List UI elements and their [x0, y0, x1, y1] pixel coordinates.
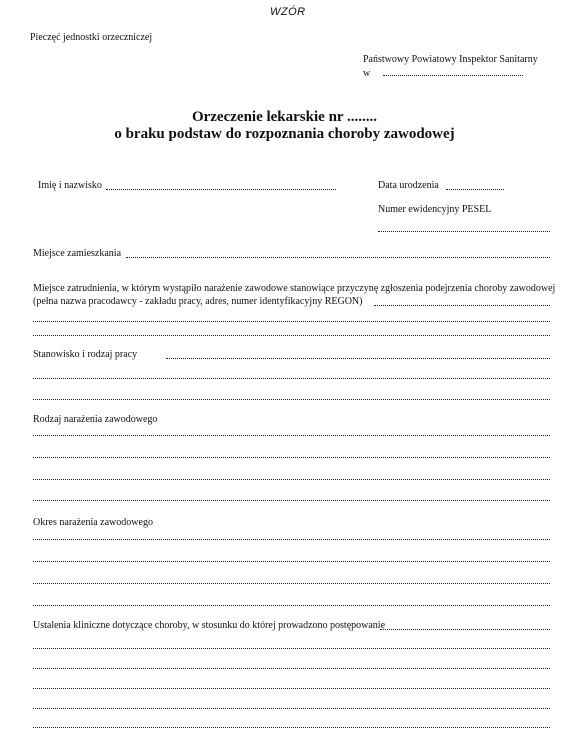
clinical-findings-field-4[interactable]: [33, 688, 550, 689]
inspector-location-prefix: w: [363, 68, 371, 79]
clinical-findings-field-5[interactable]: [33, 708, 550, 709]
employment-sublabel: (pełna nazwa pracodawcy - zakładu pracy, adres, numer identyfikacyjny REGON): [33, 296, 363, 307]
exposure-period-field-3[interactable]: [33, 583, 550, 584]
employment-field-3[interactable]: [33, 335, 550, 336]
position-field-1[interactable]: [166, 358, 550, 359]
employment-label: Miejsce zatrudnienia, w którym wystąpiło narażenie zawodowe stanowiące przyczynę zgłoszenia podejrzenia choroby zawodowej: [33, 283, 556, 294]
exposure-type-field-3[interactable]: [33, 479, 550, 480]
pesel-label: Numer ewidencyjny PESEL: [378, 204, 492, 215]
inspector-title: Państwowy Powiatowy Inspektor Sanitarny: [363, 54, 538, 65]
exposure-type-field-2[interactable]: [33, 457, 550, 458]
name-label: Imię i nazwisko: [38, 180, 102, 191]
employment-field-1[interactable]: [374, 305, 550, 306]
exposure-type-field-1[interactable]: [33, 435, 550, 436]
exposure-period-field-1[interactable]: [33, 539, 550, 540]
clinical-findings-field-6[interactable]: [33, 727, 550, 728]
clinical-findings-field-1[interactable]: [380, 629, 550, 630]
birth-date-label: Data urodzenia: [378, 180, 439, 191]
position-field-3[interactable]: [33, 399, 550, 400]
position-field-2[interactable]: [33, 378, 550, 379]
form-title: Orzeczenie lekarskie nr ........: [191, 109, 378, 125]
position-label: Stanowisko i rodzaj pracy: [33, 349, 138, 360]
employment-field-2[interactable]: [33, 321, 550, 322]
clinical-findings-field-2[interactable]: [33, 648, 550, 649]
residence-label: Miejsce zamieszkania: [33, 248, 122, 259]
exposure-period-label: Okres narażenia zawodowego: [33, 517, 153, 528]
clinical-findings-field-3[interactable]: [33, 668, 550, 669]
residence-field[interactable]: [126, 257, 550, 258]
name-field[interactable]: [106, 189, 336, 190]
birth-date-field[interactable]: [446, 189, 504, 190]
inspector-location: [363, 66, 523, 79]
exposure-type-field-4[interactable]: [33, 500, 550, 501]
form-subtitle: o braku podstaw do rozpoznania choroby zawodowej: [114, 126, 455, 142]
clinical-findings-label: Ustalenia kliniczne dotyczące choroby, w stosunku do której prowadzono postępowanie: [33, 620, 386, 631]
document-watermark-label: WZÓR: [270, 6, 306, 18]
exposure-period-field-2[interactable]: [33, 561, 550, 562]
inspector-location-field[interactable]: [383, 66, 523, 76]
pesel-field[interactable]: [378, 231, 550, 232]
stamp-label: Pieczęć jednostki orzeczniczej: [30, 32, 153, 43]
exposure-period-field-4[interactable]: [33, 605, 550, 606]
exposure-type-label: Rodzaj narażenia zawodowego: [33, 414, 158, 425]
